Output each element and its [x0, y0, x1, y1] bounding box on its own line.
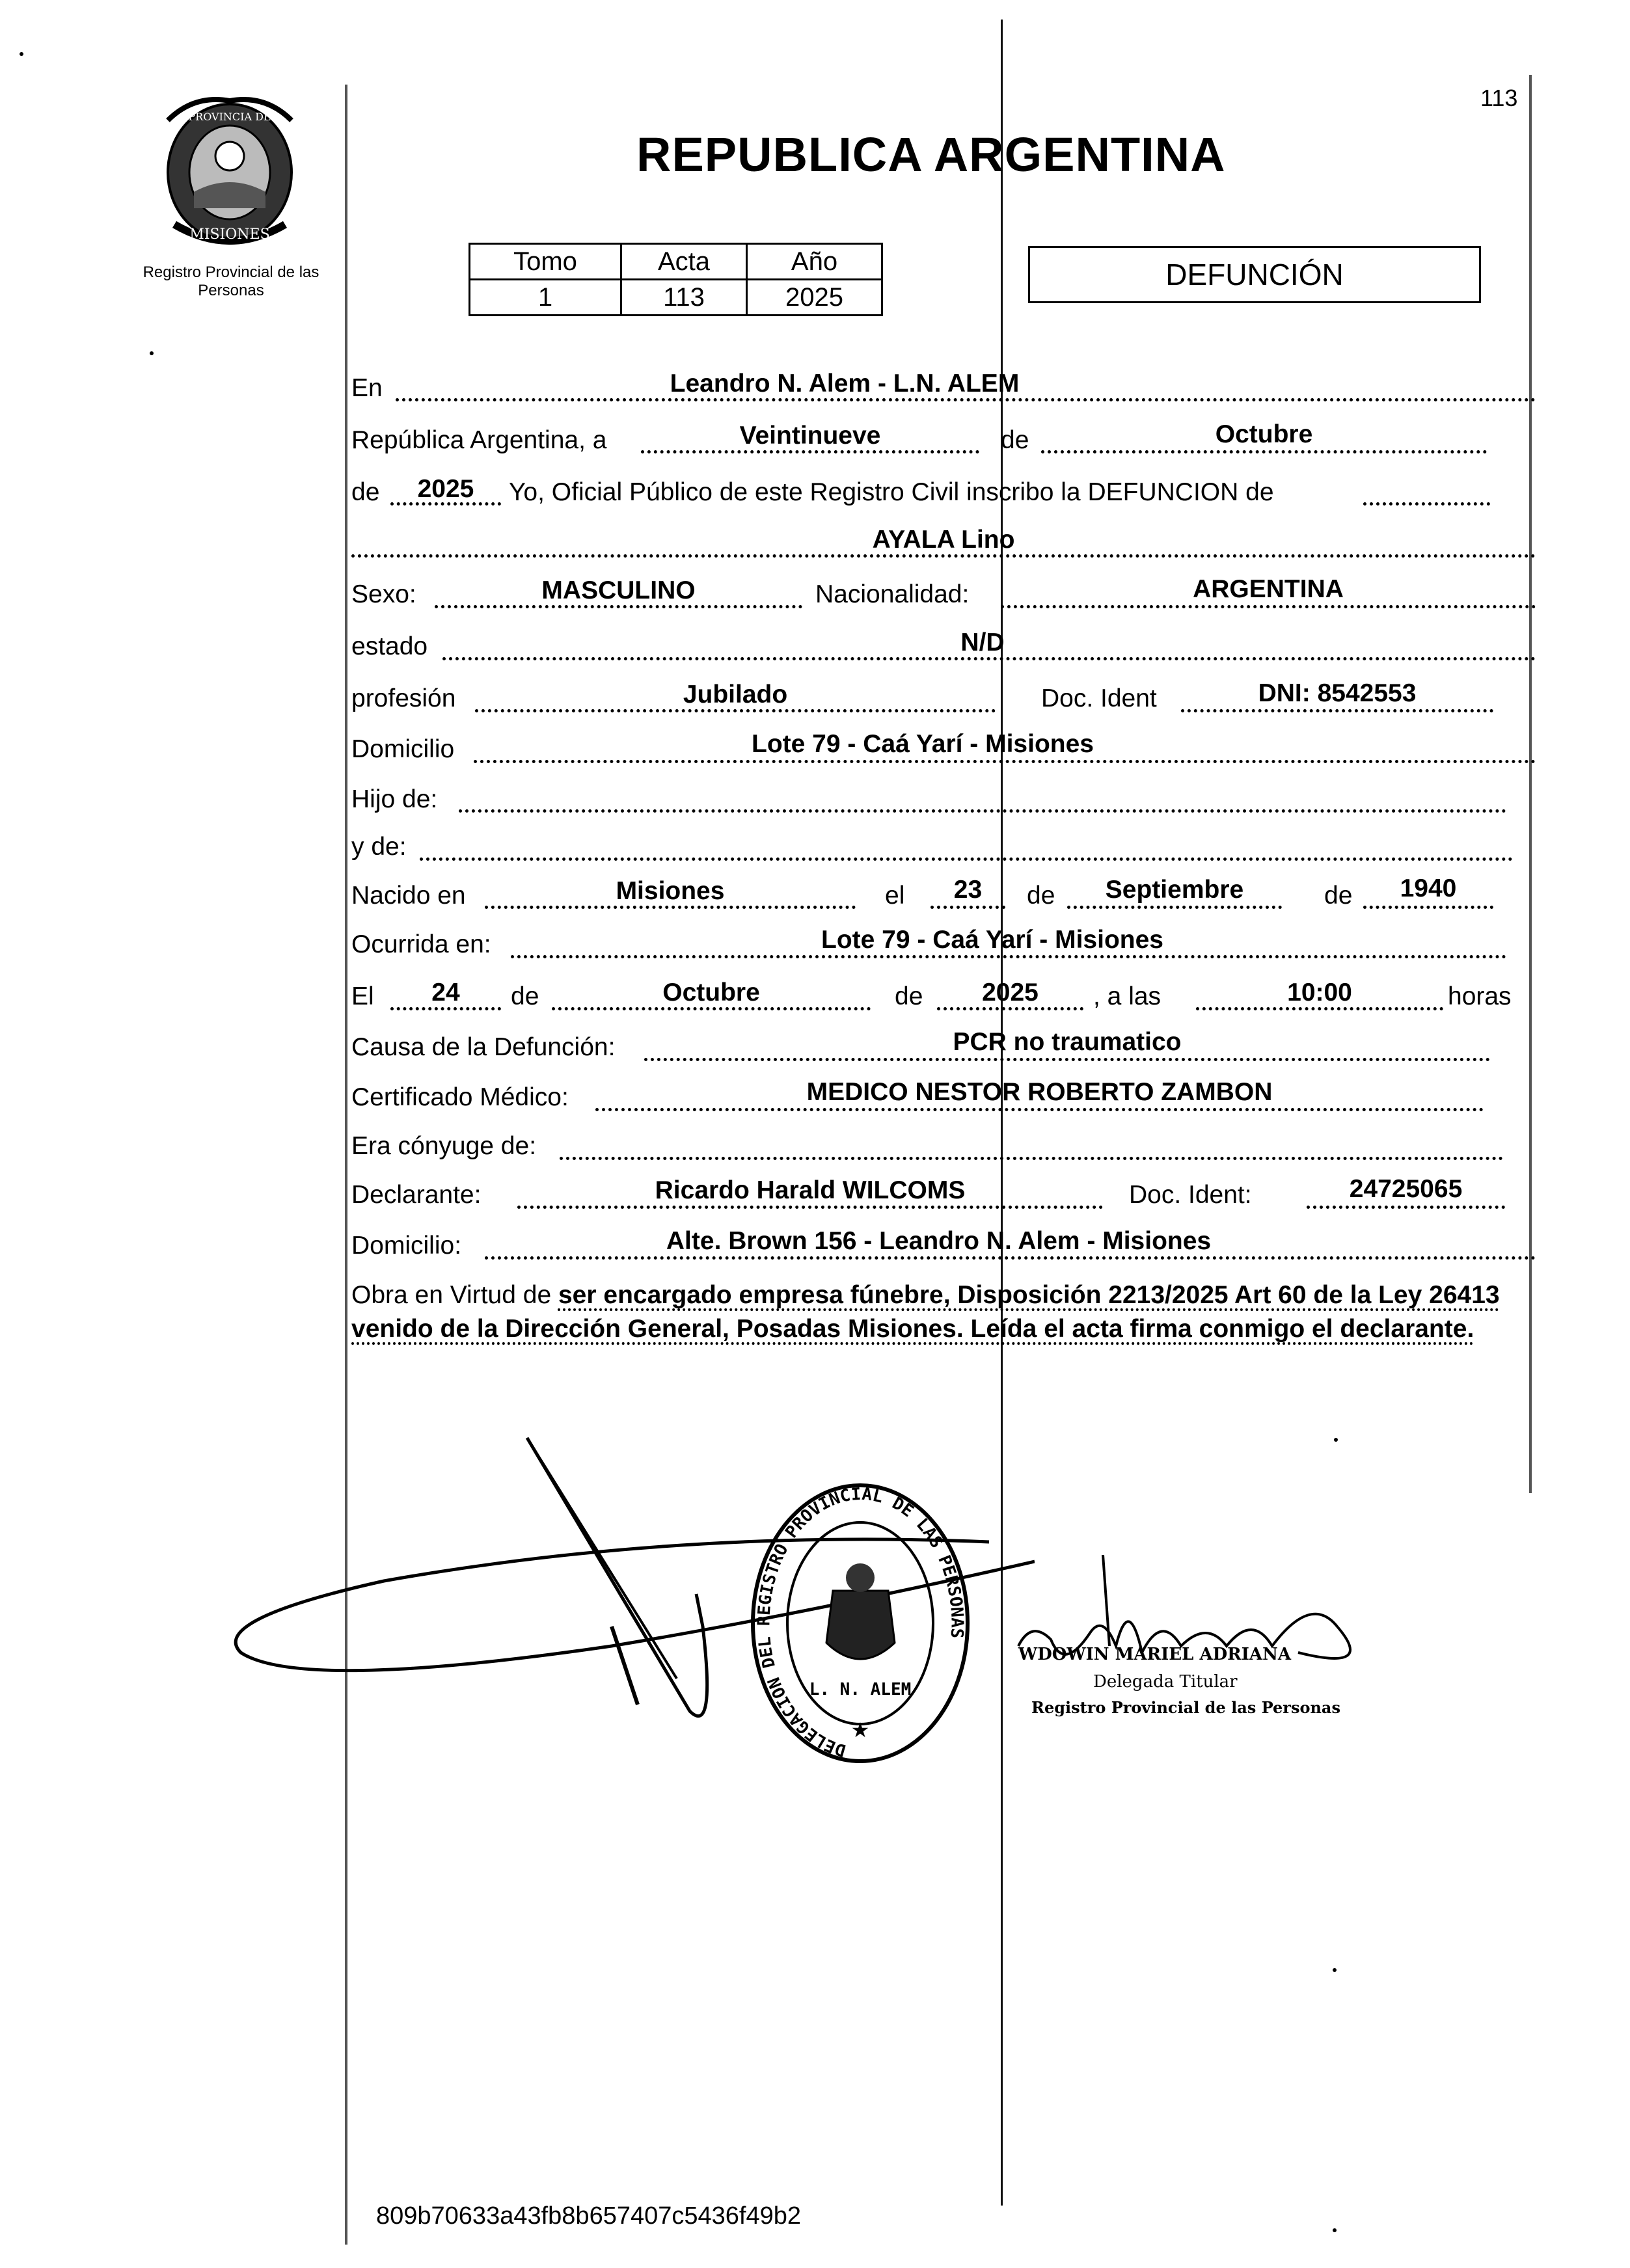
registry-table [469, 243, 883, 316]
label-domicilio-declarant: Domicilio: [351, 1232, 462, 1260]
dotted-line [1196, 1007, 1443, 1010]
label-estado: estado [351, 632, 428, 660]
dotted-line [474, 760, 1536, 763]
scan-speck [150, 351, 154, 355]
label-de-death-year: de [895, 982, 923, 1010]
dotted-line [1067, 906, 1282, 909]
remarks-text: ser encargado empresa fúnebre, Disposición 2213/2025 Art 60 de la Ley 26413 venido de la Dirección General, Posadas Misiones. Leída el acta firma conmigo el declarante. [351, 1281, 1500, 1343]
label-conyuge: Era cónyuge de: [351, 1132, 537, 1160]
value-declarant: Ricardo Harald WILCOMS [655, 1176, 966, 1204]
dotted-line [517, 1206, 1103, 1209]
dotted-line [475, 709, 996, 712]
dotted-line [560, 1157, 1503, 1160]
value-occupation: Jubilado [683, 681, 788, 709]
scan-speck [1334, 1438, 1338, 1442]
registry-header-acta: Acta [621, 244, 747, 280]
province-crest-logo [155, 94, 305, 250]
dotted-line [1041, 450, 1487, 453]
official-stamp-seal [748, 1480, 973, 1766]
label-republica: República Argentina, a [351, 426, 607, 454]
label-de: de [1001, 426, 1029, 454]
dotted-line [1363, 906, 1493, 909]
dotted-line [552, 1007, 871, 1010]
label-domicilio: Domicilio [351, 735, 455, 763]
label-yo-oficial: Yo, Oficial Público de este Registro Civil inscribo la DEFUNCION de [509, 478, 1274, 506]
dotted-line [420, 857, 1513, 861]
dotted-line [390, 1007, 501, 1010]
value-nationality: ARGENTINA [1193, 575, 1344, 603]
dotted-line [1307, 1206, 1505, 1209]
label-ocurrida-en: Ocurrida en: [351, 930, 491, 958]
dotted-line [1001, 605, 1536, 608]
value-marital-status: N/D [960, 628, 1005, 656]
document-type-box: DEFUNCIÓN [1028, 246, 1481, 303]
stamp-center-text: L. N. ALEM [809, 1680, 912, 1699]
value-deceased-name: AYALA Lino [872, 526, 1015, 554]
value-death-year: 2025 [982, 979, 1039, 1006]
value-month: Octubre [1215, 420, 1313, 448]
document-hash: 809b70633a43fb8b657407c5436f49b2 [376, 2202, 801, 2230]
page-title: REPUBLICA ARGENTINA [636, 128, 1226, 182]
label-y-de: y de: [351, 833, 407, 861]
registry-header-tomo: Tomo [470, 244, 621, 280]
label-certificado: Certificado Médico: [351, 1083, 569, 1111]
dotted-line [644, 1058, 1490, 1061]
value-birth-month: Septiembre [1105, 876, 1244, 904]
dotted-line [459, 809, 1506, 813]
label-a-las: , a las [1093, 982, 1161, 1010]
dotted-line [641, 450, 979, 453]
label-causa: Causa de la Defunción: [351, 1033, 616, 1061]
value-birth-day: 23 [953, 876, 983, 904]
left-margin-line [345, 85, 347, 2245]
dotted-line [595, 1108, 1484, 1111]
signer-title: Delegada Titular [1093, 1672, 1238, 1692]
svg-text:★: ★ [850, 1718, 870, 1742]
dotted-line [485, 1256, 1536, 1260]
value-death-month: Octubre [662, 979, 760, 1006]
value-year: 2025 [417, 475, 474, 503]
registry-value-tomo: 1 [470, 280, 621, 316]
scan-speck [20, 52, 23, 56]
dotted-line [351, 554, 1536, 558]
label-profesion: profesión [351, 684, 456, 712]
svg-text:MISIONES: MISIONES [189, 226, 270, 243]
label-sexo: Sexo: [351, 580, 416, 608]
registry-header-ano: Año [747, 244, 882, 280]
label-declarante: Declarante: [351, 1181, 482, 1209]
organization-name: Registro Provincial de las Personas [143, 263, 319, 299]
stamp-ring-text: DELEGACION DEL REGISTRO PROVINCIAL DE LAS PERSONAS [754, 1484, 967, 1761]
remarks-paragraph [351, 1278, 1542, 1346]
label-hijo-de: Hijo de: [351, 785, 438, 813]
label-doc-ident: Doc. Ident [1041, 684, 1157, 712]
dotted-line [442, 657, 1536, 660]
label-el-cap: El [351, 982, 374, 1010]
value-declarant-doc: 24725065 [1349, 1175, 1463, 1203]
svg-text:PROVINCIA DE: PROVINCIA DE [188, 111, 271, 123]
label-nacido-en: Nacido en [351, 882, 466, 910]
remarks-prefix: Obra en Virtud de [351, 1281, 558, 1309]
label-nacionalidad: Nacionalidad: [815, 580, 970, 608]
dotted-line [937, 1007, 1083, 1010]
value-declarant-address: Alte. Brown 156 - Leandro N. Alem - Misiones [666, 1227, 1212, 1255]
value-medical-certificate: MEDICO NESTOR ROBERTO ZAMBON [806, 1078, 1273, 1106]
label-de-birth: de [1027, 882, 1055, 910]
registry-value-ano: 2025 [747, 280, 882, 316]
dotted-line [930, 906, 1005, 909]
dotted-line [1181, 709, 1493, 712]
dotted-line [511, 955, 1506, 958]
label-de-death: de [511, 982, 539, 1010]
registry-value-acta: 113 [621, 280, 747, 316]
registry-header-row [470, 244, 882, 280]
dotted-line [485, 906, 856, 909]
label-el: el [885, 882, 905, 910]
scan-speck [1333, 2228, 1337, 2232]
label-de-birth-year: de [1324, 882, 1353, 910]
value-birth-year: 1940 [1400, 874, 1457, 902]
signer-registry: Registro Provincial de las Personas [1031, 1698, 1340, 1717]
scan-speck [1333, 1968, 1337, 1972]
value-death-place: Lote 79 - Caá Yarí - Misiones [821, 926, 1163, 954]
dotted-line [396, 398, 1536, 401]
label-horas: horas [1448, 982, 1512, 1010]
value-location: Leandro N. Alem - L.N. ALEM [670, 370, 1020, 398]
dotted-line [435, 605, 802, 608]
dotted-line [1363, 502, 1490, 506]
value-sex: MASCULINO [541, 576, 696, 604]
scan-fold-line [1001, 20, 1003, 2206]
label-de-year: de [351, 478, 380, 506]
value-document-id: DNI: 8542553 [1258, 679, 1417, 707]
value-address: Lote 79 - Caá Yarí - Misiones [752, 730, 1094, 758]
registry-value-row [470, 280, 882, 316]
value-day-text: Veintinueve [739, 422, 881, 450]
signer-name: WDOWIN MARIEL ADRIANA [1018, 1645, 1292, 1664]
value-cause: PCR no traumatico [953, 1028, 1182, 1056]
label-en: En [351, 374, 383, 402]
page-number: 113 [1480, 85, 1518, 111]
value-birth-place: Misiones [616, 877, 725, 905]
label-doc-ident-declarant: Doc. Ident: [1129, 1181, 1252, 1209]
value-death-day: 24 [431, 979, 460, 1006]
value-death-time: 10:00 [1287, 979, 1352, 1006]
